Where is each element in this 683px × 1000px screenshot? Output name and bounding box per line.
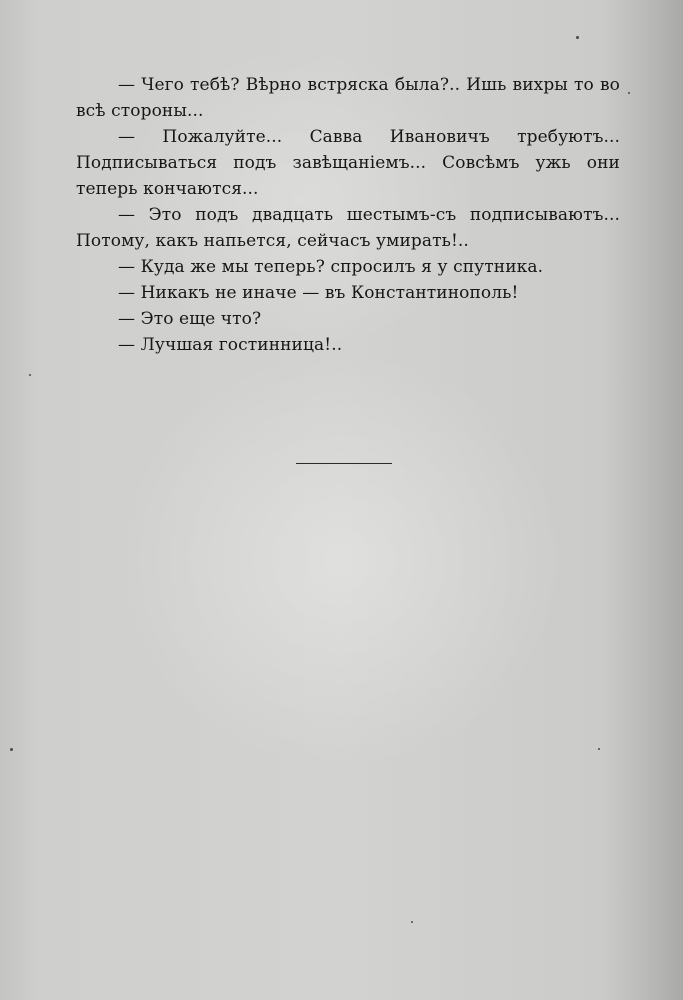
paper-speck	[628, 92, 630, 94]
paragraph-5: — Никакъ не иначе — въ Константинополь!	[118, 283, 519, 303]
paper-speck	[411, 921, 413, 923]
paper-speck	[576, 36, 579, 39]
paper-speck	[10, 748, 13, 751]
section-separator-rule	[296, 463, 392, 464]
paper-speck	[29, 374, 31, 376]
paragraph-7: — Лучшая гостинница!..	[118, 335, 343, 355]
paragraph-3: — Это подъ двадцать шестымъ-съ подписываютъ... Потому, какъ напьется, сейчасъ умирать!..	[76, 205, 620, 251]
paper-speck	[598, 748, 600, 750]
paragraph-1: — Чего тебѣ? Вѣрно встряска была?.. Ишь вихры то во всѣ стороны...	[76, 75, 620, 121]
paragraph-6: — Это еще что?	[118, 309, 262, 329]
page-text	[76, 72, 620, 358]
paragraph-2: — Пожалуйте... Савва Ивановичъ требуютъ... Подписываться подъ завѣщаніемъ... Совсѣмъ ужь они теперь кончаются...	[76, 127, 620, 199]
paragraph-4: — Куда же мы теперь? спросилъ я у спутника.	[118, 257, 544, 277]
